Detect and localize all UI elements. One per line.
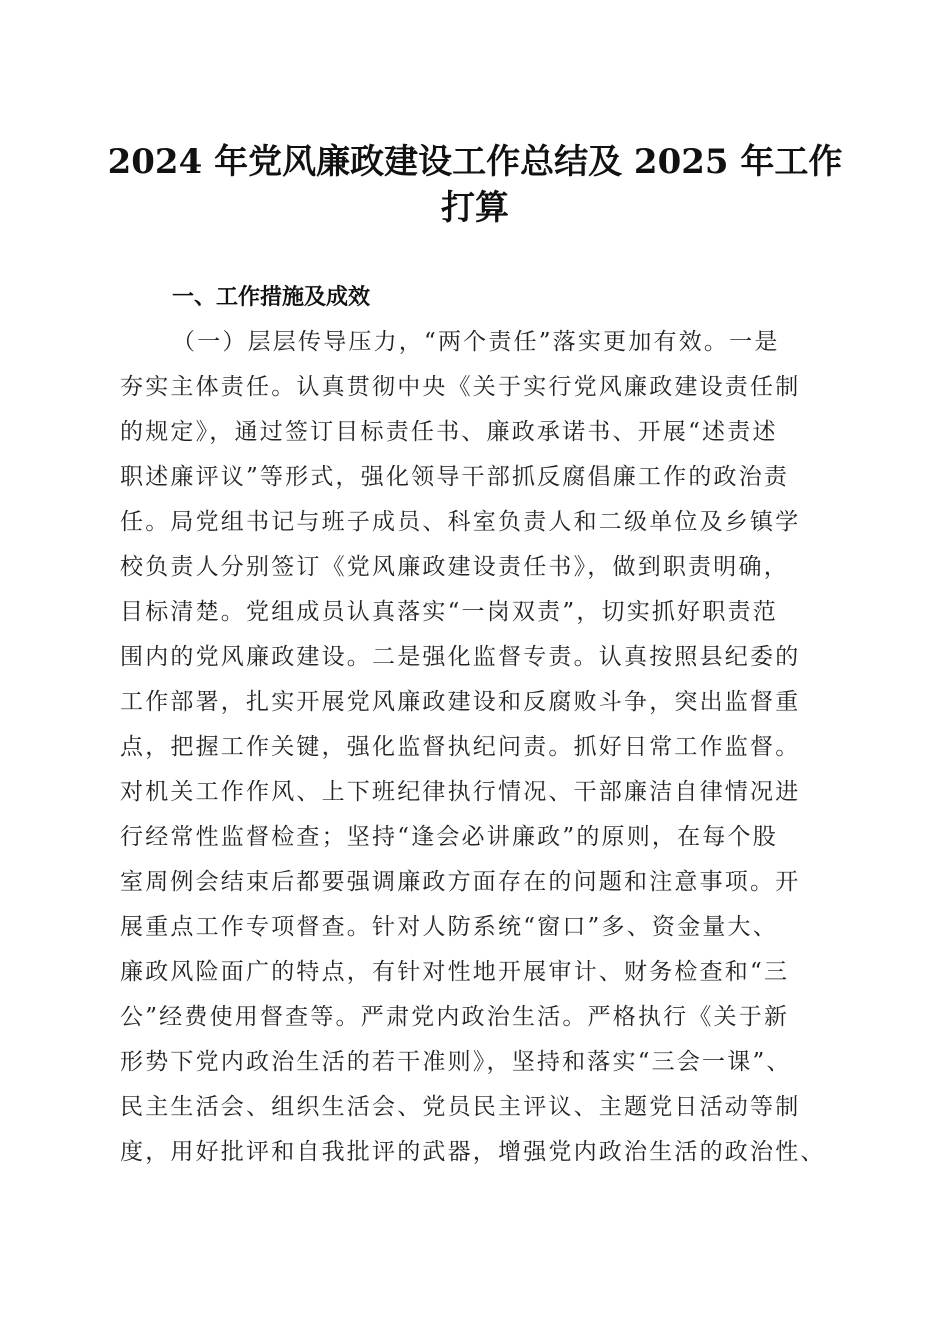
document-title-line-2: 打算 [441,188,509,228]
body-line: 目标清楚。党组成员认真落实“一岗双责”，切实抓好职责范 [120,599,778,625]
body-line: （一）层层传导压力，“两个责任”落实更加有效。一是 [172,329,780,355]
body-line: 公”经费使用督查等。严肃党内政治生活。严格执行《关于新 [120,1004,790,1030]
body-line: 度，用好批评和自我批评的武器，增强党内政治生活的政治性、 [120,1139,826,1165]
body-line: 点，把握工作关键，强化监督执纪问责。抓好日常工作监督。 [120,734,801,760]
body-line: 形势下党内政治生活的若干准则》，坚持和落实“三会一课”、 [120,1049,792,1075]
body-line: 民主生活会、组织生活会、党员民主评议、主题党日活动等制 [120,1094,801,1120]
body-line: 校负责人分别签订《党风廉政建设责任书》，做到职责明确， [120,554,789,580]
body-line: 展重点工作专项督查。针对人防系统“窗口”多、资金量大、 [120,914,778,940]
body-line: 对机关工作作风、上下班纪律执行情况、干部廉洁自律情况进 [120,779,801,805]
body-line: 的规定》，通过签订目标责任书、廉政承诺书、开展“述责述 [120,419,778,445]
body-line: 任。局党组书记与班子成员、科室负责人和二级单位及乡镇学 [120,509,801,535]
body-line: 职述廉评议”等形式，强化领导干部抓反腐倡廉工作的政治责 [120,464,790,490]
body-line: 廉政风险面广的特点，有针对性地开展审计、财务检查和“三 [120,959,790,985]
body-line: 夯实主体责任。认真贯彻中央《关于实行党风廉政建设责任制 [120,374,801,400]
body-line: 围内的党风廉政建设。二是强化监督专责。认真按照县纪委的 [120,644,801,670]
body-line: 行经常性监督检查；坚持“逢会必讲廉政”的原则，在每个股 [120,824,778,850]
body-line: 室周例会结束后都要强调廉政方面存在的问题和注意事项。开 [120,869,801,895]
document-title-line-1: 2024 年党风廉政建设工作总结及 2025 年工作 [107,142,843,182]
body-line: 工作部署，扎实开展党风廉政建设和反腐败斗争，突出监督重 [120,689,801,715]
section-heading: 一、工作措施及成效 [172,285,371,310]
